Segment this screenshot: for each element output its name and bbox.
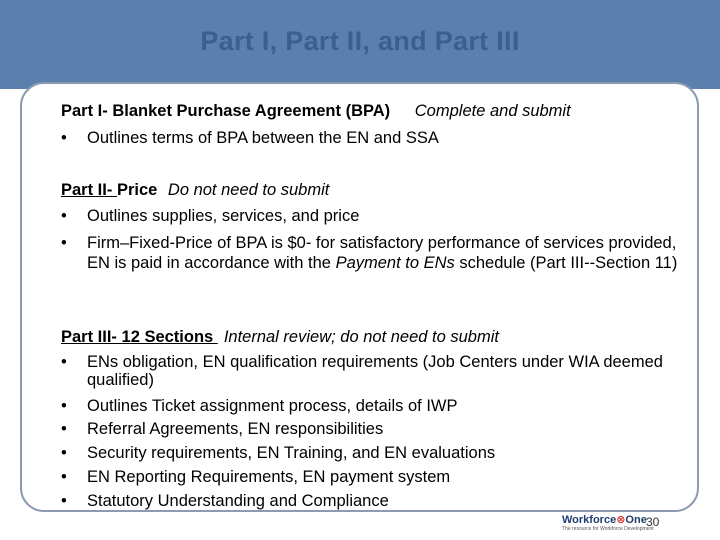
bullet-icon: • [61, 129, 67, 147]
bullet-icon: • [61, 468, 67, 486]
bullet-icon: • [61, 444, 67, 462]
bullet-icon: • [61, 207, 67, 225]
part2-note: Do not need to submit [167, 181, 330, 199]
slide-title: Part I, Part II, and Part III [200, 26, 520, 56]
list-item: • Referral Agreements, EN responsibilities [61, 420, 384, 438]
list-item: • Outlines supplies, services, and price [61, 207, 360, 225]
part1-heading-line [61, 102, 571, 121]
list-item: • Security requirements, EN Training, and EN evaluations [61, 444, 496, 462]
part3-heading: Part III- 12 Sections [61, 328, 218, 346]
part3-heading-line [61, 328, 499, 347]
page-number: 30 [646, 515, 660, 529]
bullet-icon: • [61, 492, 67, 510]
part2-heading-line [61, 181, 329, 200]
list-item: • Outlines Ticket assignment process, details of IWP [61, 397, 458, 415]
list-item: • Statutory Understanding and Compliance [61, 492, 389, 510]
list-item: • Outlines terms of BPA between the EN and SSA [61, 129, 439, 147]
part2-heading-prefix: Part II- [61, 181, 117, 199]
payment-schedule-name: Payment to ENs [335, 254, 455, 272]
bullet-icon: • [61, 397, 67, 415]
part2-heading: Price [116, 181, 158, 199]
part3-note: Internal review; do not need to submit [223, 328, 499, 346]
logo-accent-icon: ⊗ [616, 514, 626, 526]
bullet-icon: • [61, 234, 67, 252]
list-item: • ENs obligation, EN qualification requirements (Job Centers under WIA deemed qualified) [61, 353, 663, 389]
list-item: • EN Reporting Requirements, EN payment system [61, 468, 451, 486]
bullet-icon: • [61, 353, 67, 371]
list-item: • Firm–Fixed-Price of BPA is $0- for satisfactory performance of services provided, EN is paid in accordance with the Payment to ENs schedule (Part III--Section 11) [61, 234, 678, 272]
bullet-icon: • [61, 420, 67, 438]
workforce-one-logo: Workforce⊗One The resource for Workforce Development [562, 514, 654, 532]
part1-note: Complete and submit [414, 102, 571, 120]
part1-heading: Part I- Blanket Purchase Agreement (BPA) [61, 102, 391, 120]
